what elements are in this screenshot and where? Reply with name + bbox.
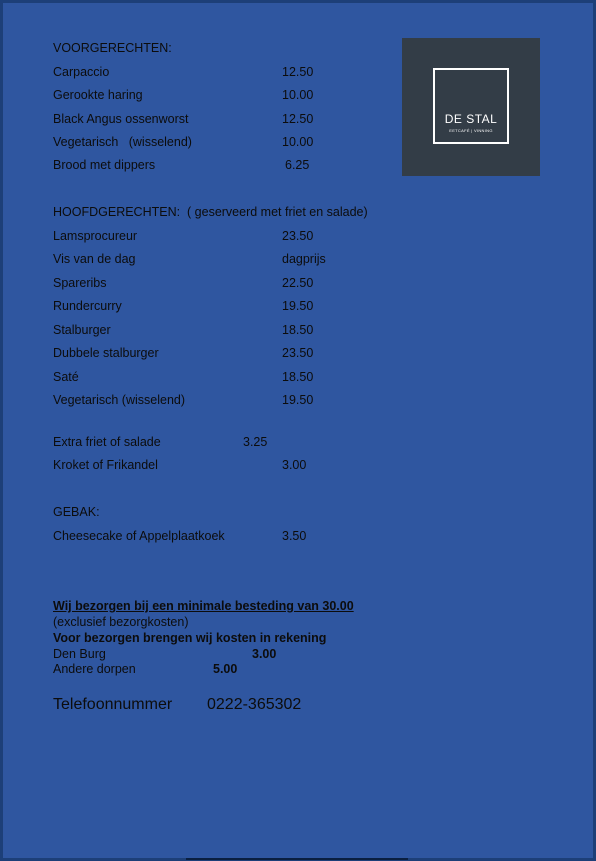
menu-item-name: Brood met dippers <box>53 158 156 172</box>
extra-item-name: Extra friet of salade <box>53 435 161 449</box>
delivery-place-name: Den Burg <box>53 647 106 661</box>
menu-item-price: dagprijs <box>282 252 326 266</box>
phone-number: 0222-365302 <box>207 696 302 713</box>
delivery-headline: Wij bezorgen bij een minimale besteding van 30.00 <box>53 599 354 613</box>
menu-item-price: 12.50 <box>282 65 314 79</box>
delivery-place-price: 5.00 <box>213 662 238 676</box>
section-title-hoofdgerechten: HOOFDGERECHTEN: ( geserveerd met friet en salade) <box>53 205 368 219</box>
menu-item-price: 6.25 <box>285 158 310 172</box>
menu-item-name: Vegetarisch (wisselend) <box>53 135 192 149</box>
menu-item-price: 18.50 <box>282 370 314 384</box>
menu-item-price: 3.50 <box>282 529 307 543</box>
menu-item-name: Lamsprocureur <box>53 229 138 243</box>
extra-item-price: 3.00 <box>282 458 307 472</box>
section-title-gebak: GEBAK: <box>53 505 100 519</box>
menu-item-name: Vegetarisch (wisselend) <box>53 393 186 407</box>
bottom-divider <box>186 858 408 860</box>
phone-label: Telefoonnummer <box>53 696 173 713</box>
menu-item-name: Black Angus ossenworst <box>53 112 189 126</box>
menu-item-price: 12.50 <box>282 112 314 126</box>
delivery-note: (exclusief bezorgkosten) <box>53 615 189 629</box>
menu-item-name: Gerookte haring <box>53 88 143 102</box>
menu-item-price: 19.50 <box>282 393 314 407</box>
menu-item-name: Saté <box>53 370 79 384</box>
delivery-costs-title: Voor bezorgen brengen wij kosten in rekening <box>53 631 327 645</box>
menu-item-name: Dubbele stalburger <box>53 346 159 360</box>
menu-item-price: 10.00 <box>282 135 314 149</box>
logo-subtitle: EETCAFÉ | VINNING <box>449 128 493 133</box>
delivery-place-price: 3.00 <box>252 647 277 661</box>
menu-item-price: 23.50 <box>282 346 314 360</box>
menu-item-price: 10.00 <box>282 88 314 102</box>
extra-item-name: Kroket of Frikandel <box>53 458 158 472</box>
extra-item-price: 3.25 <box>243 435 268 449</box>
menu-item-name: Cheesecake of Appelplaatkoek <box>53 529 225 543</box>
delivery-place-name: Andere dorpen <box>53 662 136 676</box>
menu-item-name: Spareribs <box>53 276 107 290</box>
logo-title: DE STAL <box>444 112 498 126</box>
menu-item-price: 23.50 <box>282 229 314 243</box>
menu-item-name: Stalburger <box>53 323 111 337</box>
menu-item-price: 22.50 <box>282 276 314 290</box>
menu-item-name: Vis van de dag <box>53 252 136 266</box>
menu-item-name: Rundercurry <box>53 299 122 313</box>
logo-frame <box>433 68 509 144</box>
restaurant-logo <box>402 38 540 176</box>
menu-item-name: Carpaccio <box>53 65 110 79</box>
section-title-voorgerechten: VOORGERECHTEN: <box>53 41 172 55</box>
menu-item-price: 19.50 <box>282 299 314 313</box>
menu-item-price: 18.50 <box>282 323 314 337</box>
